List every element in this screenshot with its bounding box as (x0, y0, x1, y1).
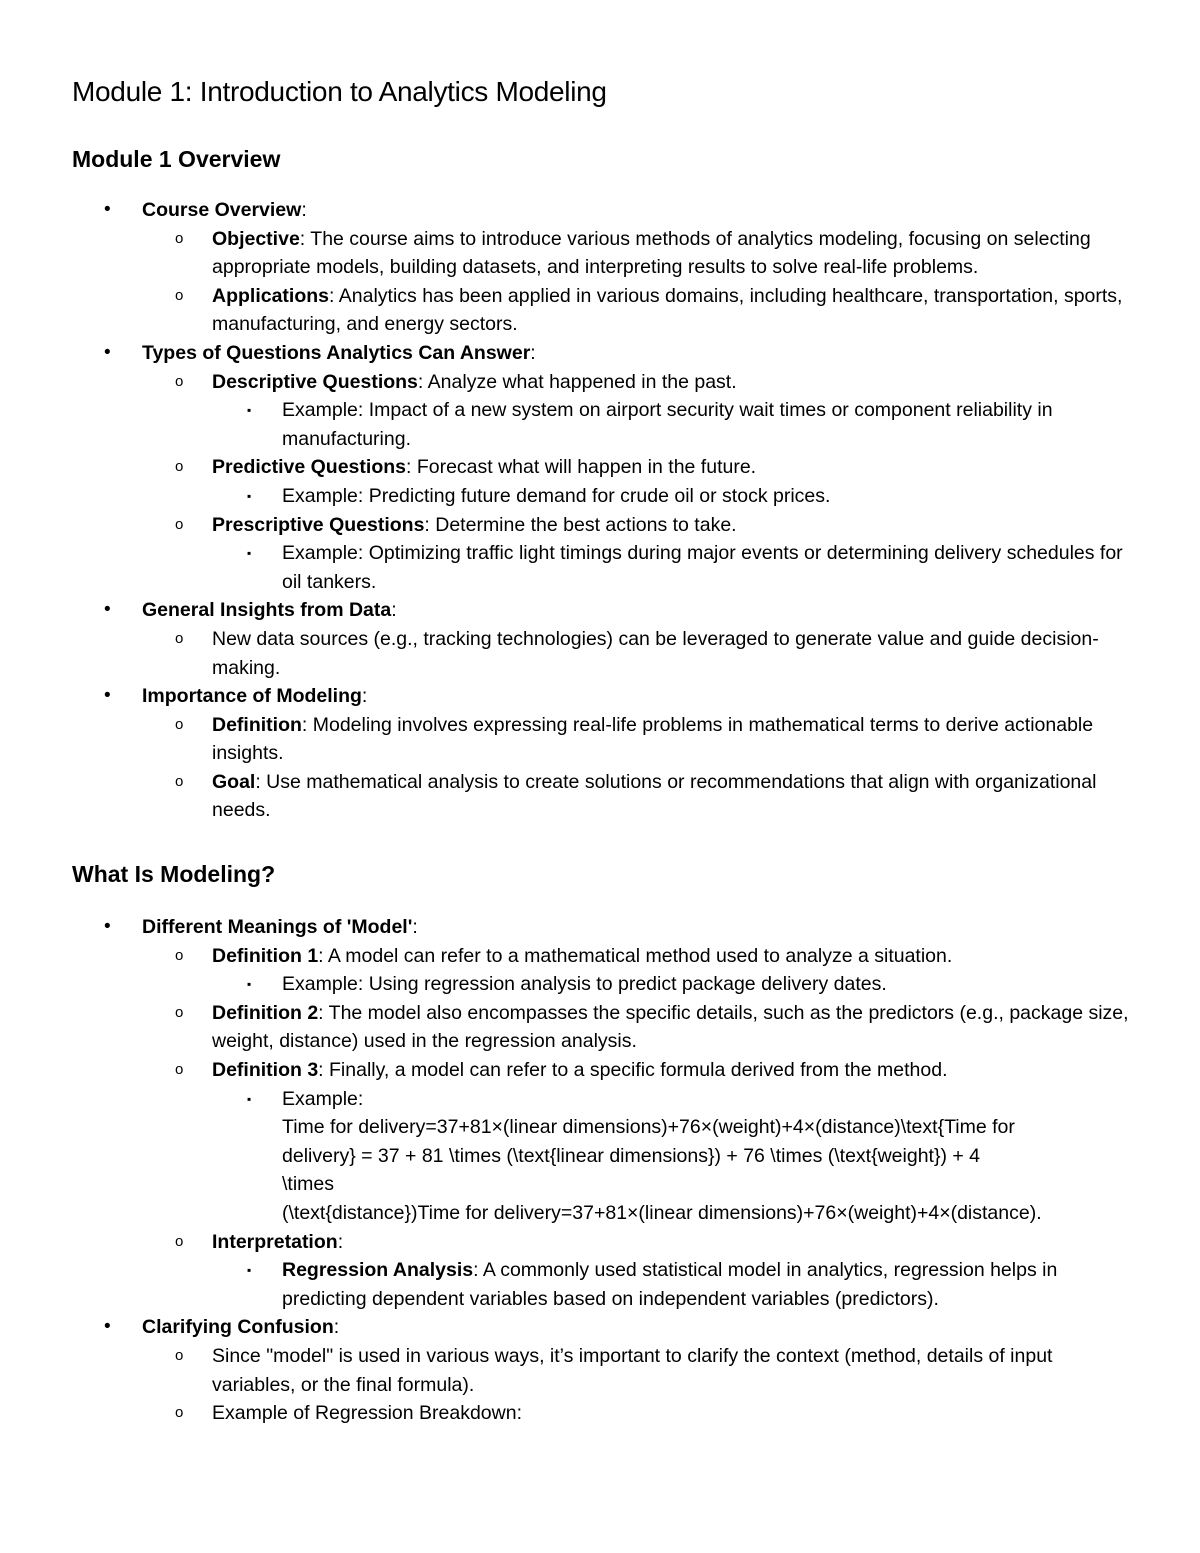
list-marker: • (104, 1316, 111, 1338)
list-item-text: Example: Using regression analysis to predict package delivery dates. (282, 973, 887, 996)
list-item-text: Example of Regression Breakdown: (212, 1402, 522, 1425)
section-list (72, 196, 1140, 825)
list-item (72, 539, 1140, 596)
list-marker: o (175, 715, 184, 733)
list-marker: • (104, 599, 111, 621)
list-item-term: Descriptive Questions (212, 370, 418, 393)
section-heading: What Is Modeling? (72, 861, 276, 888)
list-item-text: : Modeling involves expressing real-life problems in mathematical terms to derive actionable insights. (212, 713, 1094, 765)
list-item (72, 999, 1140, 1056)
list-item (72, 913, 1140, 942)
section-list (72, 913, 1140, 1428)
list-item (72, 282, 1140, 339)
list-item (72, 1313, 1140, 1342)
document-body (72, 142, 1140, 1428)
list-item-term: Definition 2 (212, 1001, 319, 1024)
list-marker: o (175, 372, 184, 390)
list-item-text: : (301, 199, 307, 221)
list-marker: o (175, 1404, 184, 1422)
list-item-term: Predictive Questions (212, 456, 406, 479)
list-item-term: Applications (212, 284, 330, 307)
list-item-text: : A model can refer to a mathematical method used to analyze a situation. (318, 944, 953, 967)
list-marker: • (104, 685, 111, 707)
list-item-term: Definition 1 (212, 944, 319, 967)
list-item-term: Types of Questions Analytics Can Answer (142, 341, 531, 364)
list-item-term: Regression Analysis (282, 1259, 474, 1282)
list-marker: o (175, 1061, 184, 1079)
list-item (72, 1056, 1140, 1085)
list-item (72, 942, 1140, 971)
list-item (72, 768, 1140, 825)
list-item-text: : The course aims to introduce various methods of analytics modeling, focusing on selecting appropriate models, building datasets, and interpreting results to solve real-life problems. (212, 227, 1091, 279)
list-item-term: Course Overview (142, 199, 302, 221)
list-item-text: : Use mathematical analysis to create solutions or recommendations that align with organizational needs. (212, 770, 1097, 822)
list-item-text: : Determine the best actions to take. (424, 513, 737, 536)
list-item (72, 1256, 1140, 1313)
list-item-term: Goal (212, 770, 256, 793)
formula-line: delivery} = 37 + 81 \times (\text{linear dimensions}) + 76 \times (\text{weight}) + 4 (282, 1144, 981, 1167)
formula-line: \times (282, 1173, 335, 1196)
list-marker: o (175, 1232, 184, 1250)
list-item-term: Interpretation (212, 1230, 338, 1253)
list-marker: o (175, 458, 184, 476)
list-item-text: : Analytics has been applied in various domains, including healthcare, transportation, sports, manufacturing, and energy sectors. (212, 284, 1123, 336)
list-item (72, 225, 1140, 282)
list-marker: o (175, 1346, 184, 1364)
list-item (72, 970, 1140, 999)
list-item-text: Example: Optimizing traffic light timings during major events or determining delivery schedules for oil tankers. (282, 542, 1123, 593)
list-item (72, 682, 1140, 711)
list-marker: ▪ (247, 977, 252, 992)
formula-line: Time for delivery=37+81×(linear dimensions)+76×(weight)+4×(distance)\text{Time for (282, 1116, 1015, 1139)
list-item-text: Example: Impact of a new system on airport security wait times or component reliability in manufacturing. (282, 399, 1053, 450)
list-item (72, 511, 1140, 540)
list-marker: o (175, 629, 184, 647)
list-marker: o (175, 1003, 184, 1021)
list-item-term: Clarifying Confusion (142, 1316, 334, 1339)
list-item-text: New data sources (e.g., tracking technologies) can be leveraged to generate value and guide decision-making. (212, 627, 1099, 679)
list-item (72, 396, 1140, 453)
list-item (72, 196, 1140, 225)
list-item-term: General Insights from Data (142, 599, 392, 622)
list-item (72, 482, 1140, 511)
list-item-text: : Finally, a model can refer to a specific formula derived from the method. (318, 1059, 948, 1082)
list-item-text: : The model also encompasses the specific details, such as the predictors (e.g., package size, weight, distance) used in the regression analysis. (212, 1001, 1129, 1053)
list-item-text: : Analyze what happened in the past. (417, 370, 737, 393)
list-item-term: Prescriptive Questions (212, 513, 425, 536)
list-marker: o (175, 515, 184, 533)
list-marker: ▪ (247, 1091, 252, 1106)
list-item-text: Since "model" is used in various ways, it’s important to clarify the context (method, details of input variables, or the final formula). (212, 1344, 1053, 1396)
list-marker: o (175, 772, 184, 790)
section-heading: Module 1 Overview (72, 146, 281, 172)
list-item-text: : (361, 685, 368, 708)
list-item (72, 596, 1140, 625)
list-item-text: : Forecast what will happen in the future. (405, 456, 757, 479)
list-item-term: Objective (212, 227, 300, 250)
list-item-text: : (333, 1316, 340, 1339)
document-title: Module 1: Introduction to Analytics Modeling (72, 76, 607, 107)
list-marker: o (175, 946, 184, 964)
list-item (72, 711, 1140, 768)
list-marker: ▪ (247, 403, 252, 418)
list-marker: • (104, 199, 111, 220)
list-marker: o (175, 286, 184, 304)
list-item-term: Importance of Modeling (142, 685, 362, 708)
list-item-text: Example: Predicting future demand for crude oil or stock prices. (282, 484, 831, 507)
list-item (72, 1085, 1140, 1228)
list-item (72, 339, 1140, 368)
list-marker: ▪ (247, 1263, 252, 1278)
list-item (72, 625, 1140, 682)
list-marker: ▪ (247, 488, 252, 503)
list-marker: • (104, 341, 111, 363)
list-item-term: Different Meanings of 'Model' (142, 916, 413, 939)
list-marker: ▪ (247, 546, 252, 561)
list-item-term: Definition (212, 713, 302, 736)
list-marker: o (175, 229, 184, 247)
list-item-term: Definition 3 (212, 1059, 319, 1082)
list-item (72, 453, 1140, 482)
list-marker: • (104, 916, 111, 938)
list-item (72, 1228, 1140, 1257)
list-item (72, 1399, 1140, 1428)
list-item-text: : (412, 916, 418, 939)
list-item-text: : (391, 599, 397, 622)
list-item (72, 1342, 1140, 1399)
list-item-text: : (337, 1230, 344, 1253)
list-item-text: Example: (282, 1087, 364, 1110)
formula-line: (\text{distance})Time for delivery=37+81×(linear dimensions)+76×(weight)+4×(distance). (282, 1202, 1042, 1224)
list-item (72, 368, 1140, 397)
list-item-text: : A commonly used statistical model in analytics, regression helps in predicting dependent variables based on independent variables (predictors). (282, 1259, 1058, 1310)
list-item-text: : (530, 341, 536, 364)
